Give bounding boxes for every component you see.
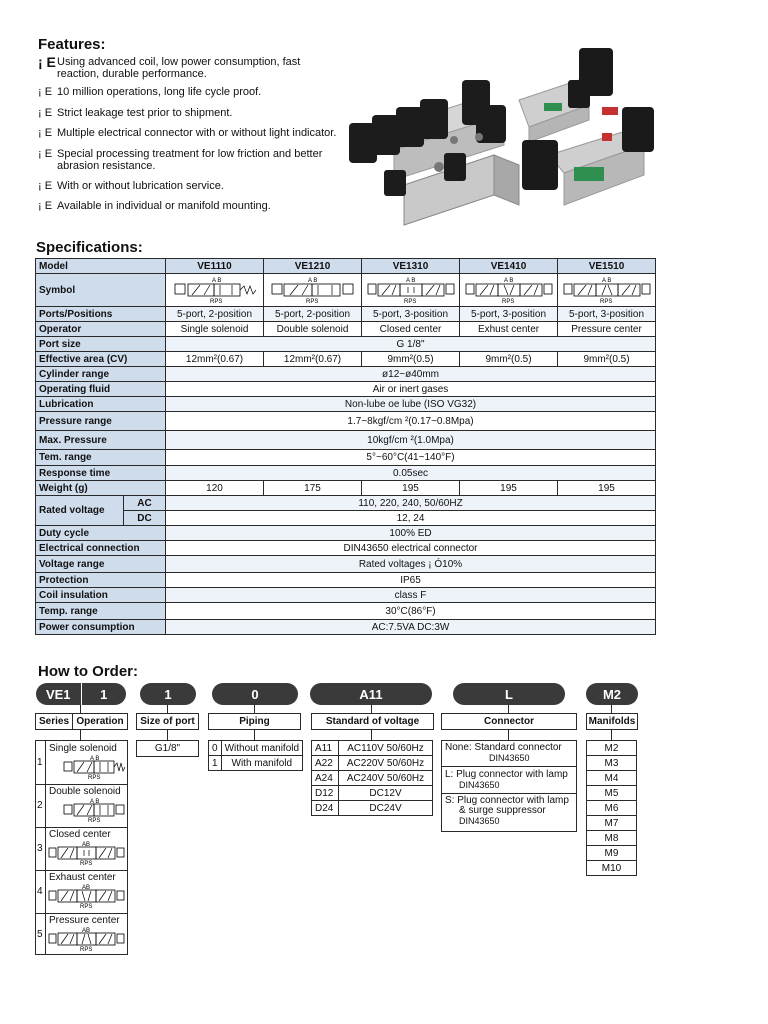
bullet-glyph: ¡ E	[38, 148, 53, 160]
table-cell: 12, 24	[166, 511, 656, 526]
table-cell: 100% ED	[166, 526, 656, 541]
feature-text: Using advanced coil, low power consumption, fast reaction, durable performance.	[57, 56, 301, 80]
bullet-glyph: ¡ E	[38, 107, 53, 119]
option-code: D24	[312, 801, 339, 816]
operation-options	[35, 740, 128, 955]
table-cell: ø12~ø40mm	[166, 367, 656, 382]
valve-symbol-cell	[362, 274, 460, 307]
table-row	[312, 771, 433, 786]
table-cell: 120	[166, 481, 264, 496]
header-piping: Piping	[208, 713, 301, 730]
solenoid-valve-photo	[344, 45, 656, 235]
row-label: Tem. range	[36, 450, 166, 466]
svg-text:A B: A B	[601, 278, 611, 284]
code-pill-manifold: M2	[586, 683, 638, 705]
row-label: Voltage range	[36, 556, 166, 573]
connector-line	[611, 730, 612, 740]
valve-symbol-cell	[558, 274, 656, 307]
row-label: Operating fluid	[36, 382, 166, 397]
exhaust-center-symbol-icon	[464, 275, 554, 305]
option-label: M6	[587, 801, 637, 816]
row-label: Electrical connection	[36, 541, 166, 556]
feature-text: 10 million operations, long life cycle proof.	[57, 86, 262, 98]
option-code: 0	[209, 741, 222, 756]
table-cell: 195	[362, 481, 460, 496]
connector-option	[445, 796, 569, 826]
table-row	[36, 556, 656, 573]
header-size: Size of port	[136, 713, 199, 730]
option-label: M9	[587, 846, 637, 861]
feature-item	[38, 127, 338, 139]
divider	[442, 766, 576, 767]
model-header: VE1210	[264, 259, 362, 274]
table-row	[36, 511, 656, 526]
row-label: Effective area (CV)	[36, 352, 166, 367]
how-to-order-title: How to Order:	[38, 663, 138, 680]
table-row	[36, 450, 656, 466]
connector-line	[167, 730, 168, 740]
connector-line	[167, 705, 168, 713]
option-label: S: Plug connector with lamp	[445, 795, 569, 806]
option-label: DC12V	[339, 786, 433, 801]
table-cell: 5-port, 3-position	[362, 307, 460, 322]
table-cell: Exhust center	[460, 322, 558, 337]
table-row	[587, 771, 637, 786]
svg-text:RPS: RPS	[80, 947, 93, 952]
table-cell: 5-port, 3-position	[460, 307, 558, 322]
header-connector: Connector	[441, 713, 577, 730]
size-option: G1/8"	[136, 740, 199, 757]
header-voltage: Standard of voltage	[311, 713, 434, 730]
single-solenoid-symbol-icon	[62, 754, 126, 780]
code-pill-size: 1	[140, 683, 196, 705]
connector-line	[611, 705, 612, 713]
row-label: Cylinder range	[36, 367, 166, 382]
table-cell: 195	[558, 481, 656, 496]
option-number: 5	[37, 929, 43, 940]
option-number: 1	[37, 757, 43, 768]
option-number: 3	[37, 843, 43, 854]
option-label: AC240V 50/60Hz	[339, 771, 433, 786]
table-cell: AC:7.5VA DC:3W	[166, 620, 656, 635]
header-operation: Operation	[76, 716, 124, 727]
table-row	[36, 352, 656, 367]
connector-option	[445, 770, 568, 790]
feature-text: With or without lubrication service.	[57, 180, 224, 192]
manifold-options	[586, 740, 637, 876]
table-row	[36, 466, 656, 481]
svg-text:A B: A B	[211, 278, 221, 284]
valve-symbol-cell	[264, 274, 362, 307]
header-manifolds: Manifolds	[586, 713, 638, 730]
valve-symbol-cell	[460, 274, 558, 307]
svg-text:RPS: RPS	[403, 299, 416, 305]
table-row	[312, 801, 433, 816]
feature-item	[38, 86, 338, 98]
table-cell: IP65	[166, 573, 656, 588]
table-cell: Double solenoid	[264, 322, 362, 337]
table-row	[587, 741, 637, 756]
table-row	[36, 431, 656, 450]
features-list	[38, 56, 338, 218]
table-row	[587, 861, 637, 876]
code-pill-voltage: A11	[310, 683, 432, 705]
svg-text:RPS: RPS	[88, 775, 101, 780]
table-row	[36, 274, 656, 307]
connector-line	[371, 730, 372, 740]
option-label: L: Plug connector with lamp	[445, 769, 568, 780]
svg-text:RPS: RPS	[88, 818, 101, 823]
row-label: Power consumption	[36, 620, 166, 635]
connector-line	[371, 705, 372, 713]
model-header: VE1110	[166, 259, 264, 274]
operation-option	[36, 870, 127, 914]
pressure-center-symbol-icon	[48, 926, 126, 952]
feature-item	[38, 107, 338, 119]
table-cell: 5°~60°C(41~140°F)	[166, 450, 656, 466]
option-detail: DIN43650	[489, 753, 530, 763]
connector-option	[445, 743, 562, 763]
connector-options	[441, 740, 577, 832]
table-cell: 195	[460, 481, 558, 496]
option-label: Exhaust center	[49, 872, 116, 883]
bullet-glyph: ¡ E	[38, 54, 56, 70]
table-row	[209, 741, 303, 756]
option-label: M5	[587, 786, 637, 801]
table-row	[36, 541, 656, 556]
row-sublabel: DC	[124, 511, 166, 526]
feature-text: Strict leakage test prior to shipment.	[57, 107, 233, 119]
svg-text:AB: AB	[82, 842, 91, 848]
valve-symbol-cell	[166, 274, 264, 307]
connector-line	[508, 705, 509, 713]
row-label: Rated voltage	[36, 496, 124, 526]
operation-option	[36, 784, 127, 828]
table-cell: Rated voltages ¡ Ó10%	[166, 556, 656, 573]
option-code: A22	[312, 756, 339, 771]
row-label: Duty cycle	[36, 526, 166, 541]
table-cell: Single solenoid	[166, 322, 264, 337]
table-row	[587, 786, 637, 801]
option-label: DC24V	[339, 801, 433, 816]
feature-item	[38, 148, 338, 172]
option-label: Closed center	[49, 829, 111, 840]
option-label: Single solenoid	[49, 743, 117, 754]
table-cell: 9mm²(0.5)	[558, 352, 656, 367]
row-label: Port size	[36, 337, 166, 352]
option-label: M10	[587, 861, 637, 876]
specifications-title: Specifications:	[36, 239, 143, 256]
connector-line	[254, 705, 255, 713]
row-label: Temp. range	[36, 603, 166, 620]
exhaust-center-symbol-icon	[48, 883, 126, 909]
model-header: VE1310	[362, 259, 460, 274]
row-label: Pressure range	[36, 412, 166, 431]
double-solenoid-symbol-icon	[268, 275, 358, 305]
svg-text:A B: A B	[90, 799, 100, 805]
connector-line	[80, 730, 81, 740]
table-row	[209, 756, 303, 771]
option-label: M8	[587, 831, 637, 846]
table-row	[312, 756, 433, 771]
table-cell: 5-port, 2-position	[166, 307, 264, 322]
table-row	[36, 337, 656, 352]
option-label: Without manifold	[221, 741, 302, 756]
bullet-glyph: ¡ E	[38, 127, 53, 139]
svg-text:A B: A B	[307, 278, 317, 284]
table-row	[36, 382, 656, 397]
single-solenoid-symbol-icon	[170, 275, 260, 305]
closed-center-symbol-icon	[48, 840, 126, 866]
row-label: Protection	[36, 573, 166, 588]
table-row	[587, 816, 637, 831]
option-label: AC110V 50/60Hz	[339, 741, 433, 756]
svg-text:AB: AB	[82, 885, 91, 891]
piping-options	[208, 740, 303, 771]
operation-option	[36, 827, 127, 871]
table-cell: 5-port, 2-position	[264, 307, 362, 322]
connector-line	[508, 730, 509, 740]
option-label: Double solenoid	[49, 786, 121, 797]
table-cell: 110, 220, 240, 50/60HZ	[166, 496, 656, 511]
single-valve-image	[519, 48, 618, 142]
option-code: 1	[209, 756, 222, 771]
features-title: Features:	[38, 36, 106, 53]
svg-text:RPS: RPS	[501, 299, 514, 305]
table-row	[36, 588, 656, 603]
svg-text:A B: A B	[503, 278, 513, 284]
svg-text:RPS: RPS	[305, 299, 318, 305]
table-cell: 12mm²(0.67)	[166, 352, 264, 367]
option-label: With manifold	[221, 756, 302, 771]
manifold-valve-image	[349, 80, 519, 225]
option-detail: & surge suppressor	[459, 805, 546, 816]
model-header: VE1410	[460, 259, 558, 274]
row-label: Max. Pressure	[36, 431, 166, 450]
table-row	[36, 412, 656, 431]
operation-option	[36, 913, 127, 954]
table-cell: 0.05sec	[166, 466, 656, 481]
table-row	[312, 786, 433, 801]
bullet-glyph: ¡ E	[38, 86, 53, 98]
row-label: Operator	[36, 322, 166, 337]
feature-text: Multiple electrical connector with or without light indicator.	[57, 127, 337, 139]
table-cell: 1.7~8kgf/cm ²(0.17~0.8Mpa)	[166, 412, 656, 431]
table-row	[36, 259, 656, 274]
bullet-glyph: ¡ E	[38, 200, 53, 212]
row-label: Ports/Positions	[36, 307, 166, 322]
option-detail: DIN43650	[459, 780, 500, 790]
table-row	[36, 526, 656, 541]
table-row	[587, 831, 637, 846]
feature-item	[38, 200, 338, 212]
table-row	[36, 496, 656, 511]
table-row	[36, 573, 656, 588]
feature-item	[38, 56, 338, 80]
svg-text:A B: A B	[405, 278, 415, 284]
option-label: M3	[587, 756, 637, 771]
option-code: A11	[312, 741, 339, 756]
row-label: Response time	[36, 466, 166, 481]
table-cell: 12mm²(0.67)	[264, 352, 362, 367]
feature-item	[38, 180, 338, 192]
svg-text:RPS: RPS	[599, 299, 612, 305]
option-label: AC220V 50/60Hz	[339, 756, 433, 771]
table-cell: Non-lube oe lube (ISO VG32)	[166, 397, 656, 412]
row-label: Lubrication	[36, 397, 166, 412]
svg-text:RPS: RPS	[80, 904, 93, 909]
header-series-operation	[35, 713, 128, 730]
svg-text:A B: A B	[90, 756, 100, 762]
table-cell: 5-port, 3-position	[558, 307, 656, 322]
specifications-table	[35, 258, 656, 635]
row-label: Weight (g)	[36, 481, 166, 496]
table-row	[36, 481, 656, 496]
row-sublabel: AC	[124, 496, 166, 511]
pill-operation: 1	[100, 686, 108, 702]
table-row	[587, 756, 637, 771]
voltage-options	[311, 740, 433, 816]
connector-line	[254, 730, 255, 740]
table-row	[36, 397, 656, 412]
divider	[442, 793, 576, 794]
table-row	[587, 801, 637, 816]
table-row	[36, 603, 656, 620]
pressure-center-symbol-icon	[562, 275, 652, 305]
closed-center-symbol-icon	[366, 275, 456, 305]
option-code: A24	[312, 771, 339, 786]
svg-text:RPS: RPS	[80, 861, 93, 866]
table-cell: Closed center	[362, 322, 460, 337]
option-label: None: Standard connector	[445, 742, 562, 753]
table-cell: G 1/8"	[166, 337, 656, 352]
option-label: M4	[587, 771, 637, 786]
pill-series: VE1	[45, 686, 71, 702]
code-pill-series-operation	[36, 683, 126, 705]
table-row	[312, 741, 433, 756]
table-row	[36, 307, 656, 322]
option-label: Pressure center	[49, 915, 120, 926]
option-number: 4	[37, 886, 43, 897]
connector-line	[80, 705, 81, 713]
option-label: M2	[587, 741, 637, 756]
table-row	[587, 846, 637, 861]
table-cell: 9mm²(0.5)	[362, 352, 460, 367]
header-series: Series	[38, 716, 70, 727]
svg-text:RPS: RPS	[209, 299, 222, 305]
table-cell: 9mm²(0.5)	[460, 352, 558, 367]
table-cell: 10kgf/cm ²(1.0Mpa)	[166, 431, 656, 450]
table-cell: DIN43650 electrical connector	[166, 541, 656, 556]
bullet-glyph: ¡ E	[38, 180, 53, 192]
table-row	[36, 322, 656, 337]
table-row	[36, 367, 656, 382]
double-solenoid-symbol-icon	[62, 797, 126, 823]
row-label: Model	[36, 259, 166, 274]
model-header: VE1510	[558, 259, 656, 274]
table-cell: Air or inert gases	[166, 382, 656, 397]
code-pill-connector: L	[453, 683, 565, 705]
table-cell: 30°C(86°F)	[166, 603, 656, 620]
row-label: Coil insulation	[36, 588, 166, 603]
table-cell: Pressure center	[558, 322, 656, 337]
table-cell: 175	[264, 481, 362, 496]
feature-text: Special processing treatment for low friction and better abrasion resistance.	[57, 148, 323, 172]
operation-option	[36, 741, 127, 785]
option-detail: DIN43650	[459, 816, 500, 826]
code-pill-piping: 0	[212, 683, 298, 705]
option-label: M7	[587, 816, 637, 831]
svg-text:AB: AB	[82, 928, 91, 934]
row-label: Symbol	[36, 274, 166, 307]
feature-text: Available in individual or manifold mounting.	[57, 200, 271, 212]
table-row	[36, 620, 656, 635]
option-code: D12	[312, 786, 339, 801]
table-cell: class F	[166, 588, 656, 603]
option-number: 2	[37, 800, 43, 811]
